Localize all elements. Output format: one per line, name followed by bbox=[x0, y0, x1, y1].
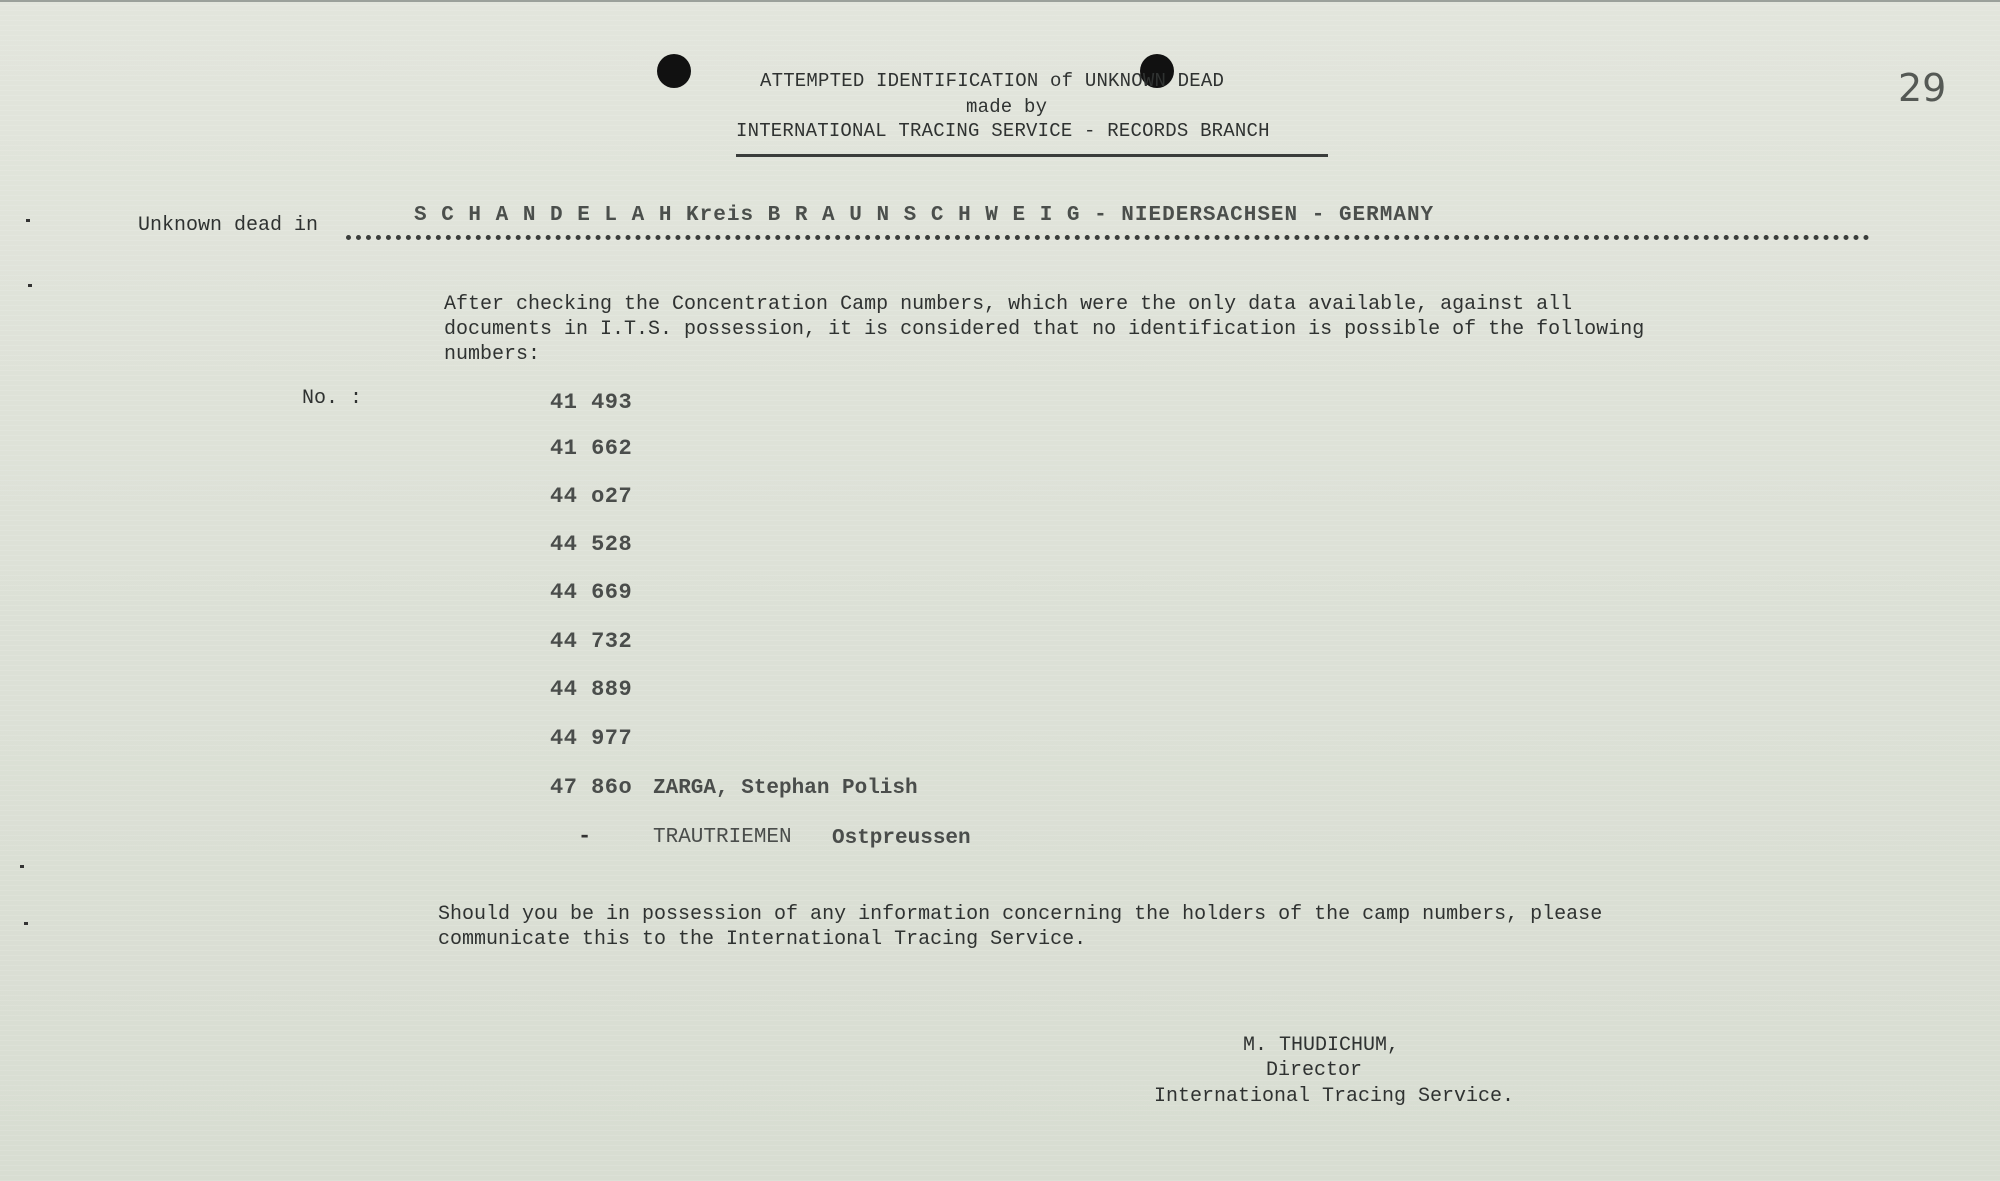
made-by-line: made by bbox=[966, 96, 1048, 118]
camp-number: 44 889 bbox=[550, 677, 633, 702]
camp-number: 44 669 bbox=[550, 580, 633, 605]
camp-number: 44 732 bbox=[550, 629, 633, 654]
location-value: S C H A N D E L A H Kreis B R A U N S C H W E I G - NIEDERSACHSEN - GERMANY bbox=[414, 204, 1435, 227]
camp-number: 44 528 bbox=[550, 532, 633, 557]
signatory-name: M. THUDICHUM, bbox=[1243, 1034, 1400, 1057]
margin-mark bbox=[24, 922, 28, 925]
extra-entry-region: Ostpreussen bbox=[832, 827, 971, 850]
camp-number: 41 493 bbox=[550, 390, 633, 415]
location-label: Unknown dead in bbox=[138, 214, 319, 237]
numbers-label: No. : bbox=[302, 387, 363, 410]
margin-mark bbox=[28, 284, 32, 287]
extra-entry-dash: - bbox=[578, 824, 592, 849]
extra-entry-place: TRAUTRIEMEN bbox=[653, 826, 792, 849]
camp-number: 44 977 bbox=[550, 726, 633, 751]
camp-number: 44 o27 bbox=[550, 484, 633, 509]
header-underline bbox=[736, 154, 1328, 157]
camp-number: 41 662 bbox=[550, 436, 633, 461]
margin-mark bbox=[26, 219, 30, 222]
camp-number: 47 86o bbox=[550, 775, 633, 800]
identified-nationality: Polish bbox=[842, 777, 918, 800]
punch-hole-left bbox=[657, 54, 691, 88]
identified-name: ZARGA, Stephan bbox=[653, 777, 830, 800]
organization-line: INTERNATIONAL TRACING SERVICE - RECORDS BRANCH bbox=[736, 120, 1270, 142]
page-number: 29 bbox=[1898, 66, 1947, 110]
margin-mark bbox=[20, 865, 24, 868]
signatory-organization: International Tracing Service. bbox=[1154, 1085, 1515, 1108]
intro-paragraph: After checking the Concentration Camp numbers, which were the only data available, against all documents in I.T.S. possession, it is considered that no identification is possible of the following numbers: bbox=[444, 293, 1645, 366]
document-title: ATTEMPTED IDENTIFICATION of UNKNOWN DEAD bbox=[760, 70, 1225, 92]
closing-paragraph: Should you be in possession of any information concerning the holders of the camp numbers, please communicate this to the International Tracing Service. bbox=[438, 903, 1603, 951]
location-dotted-line bbox=[346, 235, 1870, 240]
signatory-title: Director bbox=[1266, 1059, 1363, 1082]
